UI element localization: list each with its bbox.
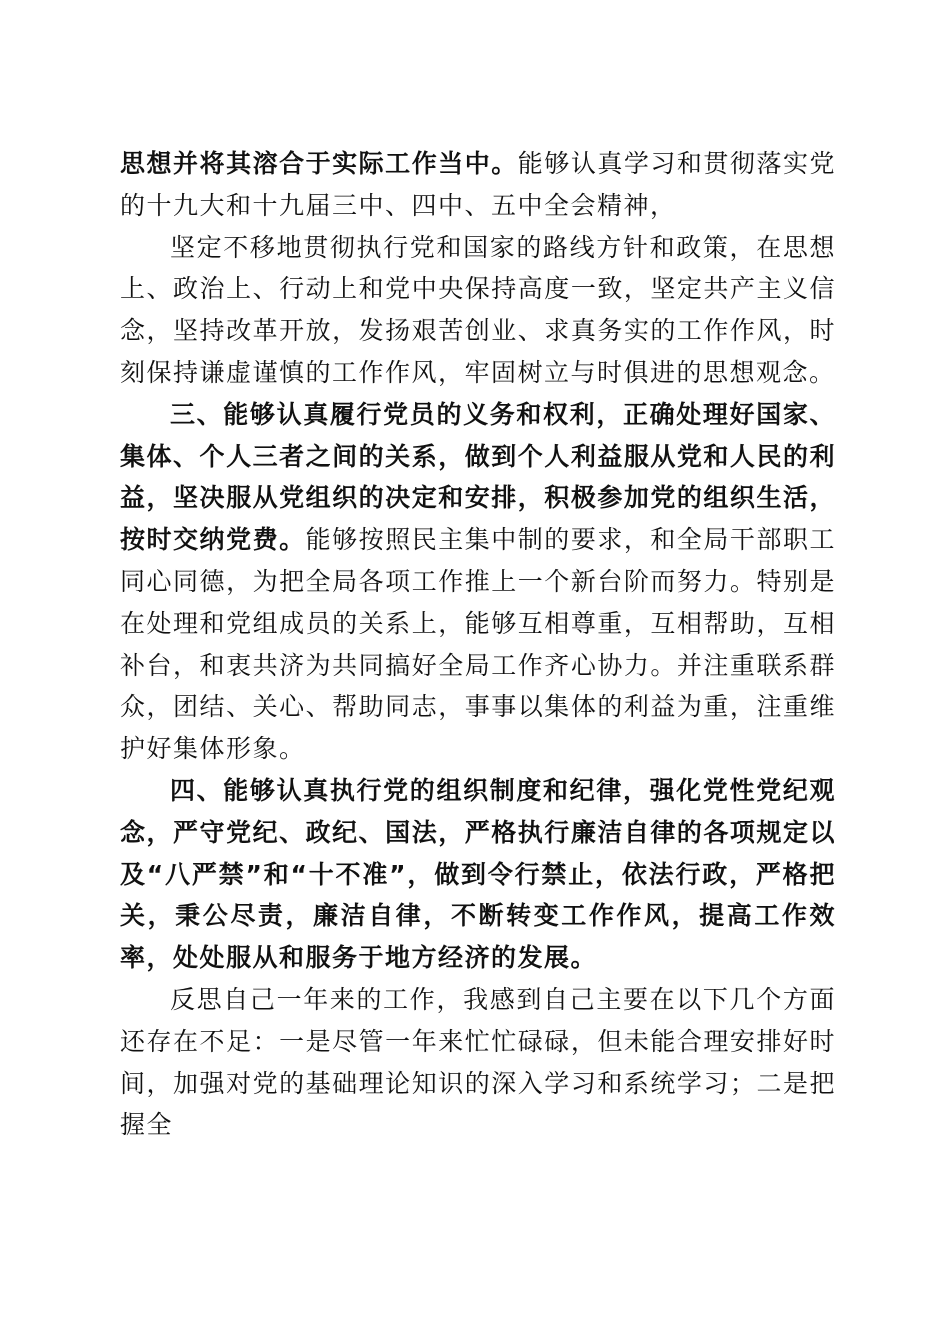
paragraph-4-bold: 四、能够认真执行党的组织制度和纪律，强化党性党纪观念，严守党纪、政纪、国法，严格执行廉洁自律的各项规定以及“八严禁”和“十不准”，做到令行禁止，依法行政，严格把关，秉公尽责，廉洁自律，不断转变工作作风，提高工作效率，处处服从和服务于地方经济的发展。 (120, 775, 836, 973)
paragraph-3-text: 能够按照民主集中制的要求，和全局干部职工同心同德，为把全局各项工作推上一个新台阶而努力。特别是在处理和党组成员的关系上，能够互相尊重，互相帮助，互相补台，和衷共济为共同搞好全局工作齐心协力。并注重联系群众，团结、关心、帮助同志，事事以集体的利益为重，注重维护好集体形象。 (120, 525, 836, 764)
paragraph-2 (120, 227, 836, 394)
paragraph-3-bold: 三、能够认真履行党员的义务和权利，正确处理好国家、集体、个人三者之间的关系，做到个人利益服从党和人民的利益，坚决服从党组织的决定和安排，积极参加党的组织生活，按时交纳党费。 (120, 399, 836, 555)
paragraph-4 (120, 770, 836, 979)
paragraph-1-text: 能够认真学习和贯彻落实党的十九大和十九届三中、四中、五中全会精神， (120, 149, 836, 220)
paragraph-2-text: 坚定不移地贯彻执行党和国家的路线方针和政策，在思想上、政治上、行动上和党中央保持高度一致，坚定共产主义信念，坚持改革开放，发扬艰苦创业、求真务实的工作作风，时刻保持谦虚谨慎的工作作风，牢固树立与时俱进的思想观念。 (120, 232, 836, 387)
paragraph-5 (120, 979, 836, 1146)
paragraph-3 (120, 394, 836, 770)
paragraph-1-bold: 思想并将其溶合于实际工作当中。 (120, 149, 518, 178)
document-body (120, 143, 836, 1146)
paragraph-1 (120, 143, 836, 227)
paragraph-5-text: 反思自己一年来的工作，我感到自己主要在以下几个方面还存在不足：一是尽管一年来忙忙碌碌，但未能合理安排好时间，加强对党的基础理论知识的深入学习和系统学习；二是把握全 (120, 984, 836, 1140)
